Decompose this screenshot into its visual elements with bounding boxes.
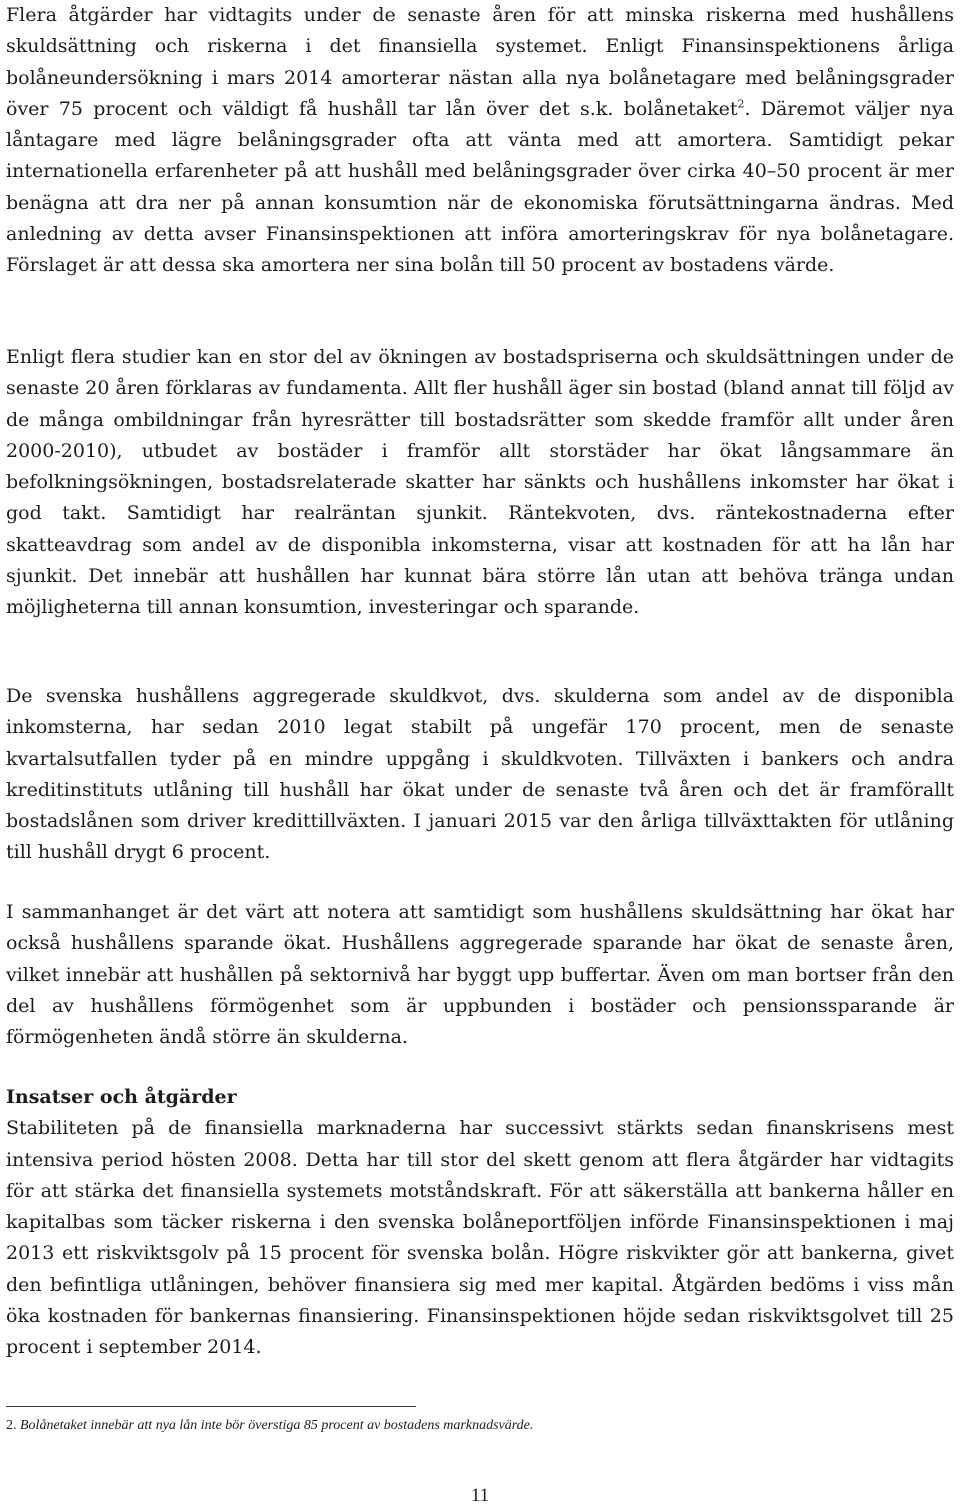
footnote-reference[interactable]: 2 xyxy=(737,97,745,111)
page-number: 11 xyxy=(470,1485,490,1506)
footnote-text: Bolånetaket innebär att nya lån inte bör överstiga 85 procent av bostadens marknadsvärde. xyxy=(20,1418,534,1433)
section-heading: Insatser och åtgärder xyxy=(6,1086,237,1108)
section-measures xyxy=(6,1082,954,1364)
footnote xyxy=(6,1418,946,1434)
section-paragraph: Stabiliteten på de finansiella marknaderna har successivt stärkts sedan finanskrisens mest intensiva period hösten 2008. Detta har till stor del skett genom att flera åtgärder har vidtagits för att stärka det finansiella systemets motståndskraft. För att säkerställa att bankerna håller en kapitalbas som täcker riskerna i den svenska bolåneportföljen införde Finansinspektionen i maj 2013 ett riskviktsgolv på 15 procent för svenska bolån. Högre riskvikter gör att bankerna, givet den befintliga utlåningen, behöver finansiera sig med mer kapital. Åtgärden bedöms i viss mån öka kostnaden för bankernas finansiering. Finansinspektionen höjde sedan riskviktsgolvet till 25 procent i september 2014. xyxy=(6,1117,954,1359)
footnote-divider xyxy=(6,1406,416,1407)
footnote-number: 2. xyxy=(6,1418,17,1433)
paragraph-text: . Däremot väljer nya låntagare med lägre belåningsgrader ofta att vänta med att amortera. Samtidigt pekar internationella erfarenheter på att hushåll med belåningsgrader över cirka 40–50 procent är mer benägna att dra ner på annan konsumtion när de ekonomiska förutsättningarna ändras. Med anledning av detta avser Finansinspektionen att införa amorteringskrav för nya bolånetagare. Förslaget är att dessa ska amortera ner sina bolån till 50 procent av bostadens värde. xyxy=(6,97,954,277)
paragraph-savings: I sammanhanget är det värt att notera att samtidigt som hushållens skuldsättning har ökat har också hushållens sparande ökat. Hushållens aggregerade sparande har ökat de senaste åren, vilket innebär att hushållen på sektornivå har byggt upp buffertar. Även om man bortser från den del av hushållens förmögenhet som är uppbunden i bostäder och pensionssparande är förmögenheten ändå större än skulderna. xyxy=(6,901,954,1049)
paragraph-measures xyxy=(6,0,954,282)
paragraph-debt-ratio: De svenska hushållens aggregerade skuldkvot, dvs. skulderna som andel av de disponibla inkomsterna, har sedan 2010 legat stabilt på ungefär 170 procent, men de senaste kvartalsutfallen tyder på en mindre uppgång i skuldkvoten. Tillväxten i bankers och andra kreditinstituts utlåning till hushåll har ökat under de senaste två åren och det är framförallt bostadslånen som driver kredittillväxten. I januari 2015 var den årliga tillväxttakten för utlåning till hushåll drygt 6 procent. xyxy=(6,685,954,864)
paragraph-text: Flera åtgärder har vidtagits under de senaste åren för att minska riskerna med hushållens skuldsättning och riskerna i det finansiella systemet. Enligt Finansinspektionens årliga bolåneundersökning i mars 2014 amorterar nästan alla nya bolånetagare med belåningsgrader över 75 procent och väldigt få hushåll tar lån över det s.k. bolånetaket xyxy=(6,4,954,120)
paragraph-fundamentals: Enligt flera studier kan en stor del av ökningen av bostadspriserna och skuldsättningen under de senaste 20 åren förklaras av fundamenta. Allt fler hushåll äger sin bostad (bland annat till följd av de många ombildningar från hyresrätter till bostadsrätter som skedde framför allt under åren 2000-2010), utbudet av bostäder i framför allt storstäder har ökat långsammare än befolkningsökningen, bostadsrelaterade skatter har sänkts och hushållens inkomster har ökat i god takt. Samtidigt har realräntan sjunkit. Räntekvoten, dvs. räntekostnaderna efter skatteavdrag som andel av de disponibla inkomsterna, visar att kostnaden för att ha lån har sjunkit. Det innebär att hushållen har kunnat bära större lån utan att behöva tränga undan möjligheterna till annan konsumtion, investeringar och sparande. xyxy=(6,346,954,619)
